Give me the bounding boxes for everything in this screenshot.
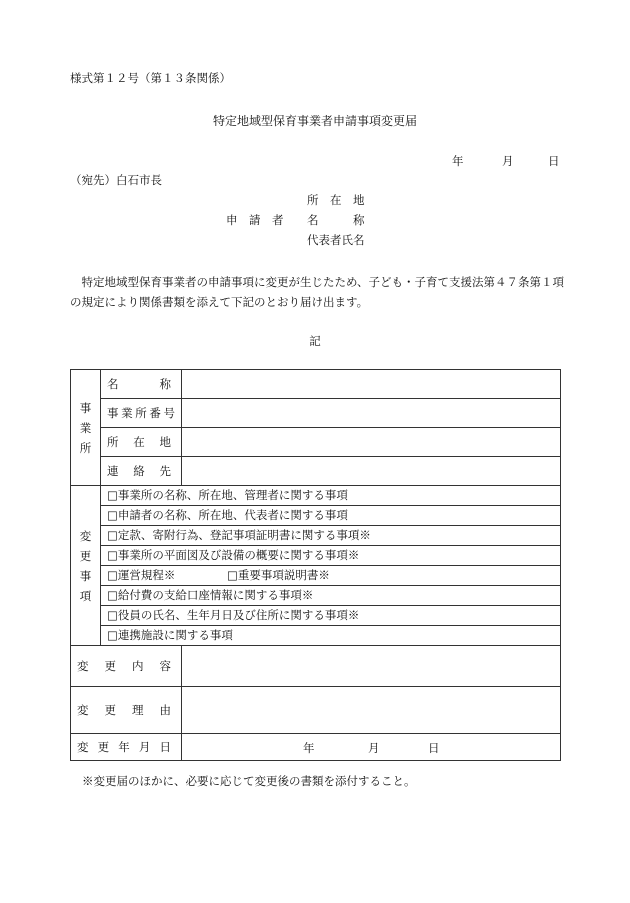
date-year: 年 [452,154,464,168]
change-date-label: 変 更 年 月 日 [71,734,182,761]
change-reason-label: 変 更 理 由 [71,687,182,734]
office-address-label: 所 在 地 [101,428,182,457]
office-contact-label: 連 絡 先 [101,457,182,486]
change-date-day: 日 [428,741,440,755]
change-reason-row [71,687,561,734]
change-item-checkbox[interactable]: □事業所の名称、所在地、管理者に関する事項 [101,486,561,506]
office-number-label: 事 業 所 番 号 [101,399,182,428]
change-content-row [71,646,561,687]
change-date-value[interactable] [182,734,561,761]
change-item-row [71,626,561,646]
date-day: 日 [548,154,560,168]
date-month: 月 [502,154,514,168]
office-row-contact [71,457,561,486]
change-reason-value[interactable] [182,687,561,734]
change-item-row [71,486,561,506]
change-item-row [71,506,561,526]
change-content-label: 変 更 内 容 [71,646,182,687]
office-row-name [71,370,561,399]
office-row-number [71,399,561,428]
change-item-row [71,606,561,626]
change-item-checkbox[interactable]: □連携施設に関する事項 [101,626,561,646]
applicant-label: 申 請 者 [226,213,284,227]
change-item-row [71,586,561,606]
change-item-checkbox[interactable]: □給付費の支給口座情報に関する事項※ [101,586,561,606]
office-contact-value[interactable] [182,457,561,486]
addressee: （宛先）白石市長 [70,173,162,187]
form-number: 様式第１２号（第１３条関係） [70,71,231,85]
change-date-year: 年 [303,741,315,755]
office-name-value[interactable] [182,370,561,399]
office-name-label: 名 称 [101,370,182,399]
office-number-value[interactable] [182,399,561,428]
change-content-value[interactable] [182,646,561,687]
ki-heading: 記 [309,334,321,348]
footnote: ※変更届のほかに、必要に応じて変更後の書類を添付すること。 [82,774,416,788]
change-item-checkbox[interactable]: □重要事項説明書※ [227,568,330,582]
change-item-checkbox[interactable]: □事業所の平面図及び設備の概要に関する事項※ [101,546,561,566]
change-item-checkbox[interactable]: □申請者の名称、所在地、代表者に関する事項 [101,506,561,526]
change-date-row [71,734,561,761]
change-item-row [71,526,561,546]
change-item-checkbox[interactable]: □定款、寄附行為、登記事項証明書に関する事項※ [101,526,561,546]
document-title: 特定地域型保育事業者申請事項変更届 [212,114,417,128]
change-date-month: 月 [368,741,380,755]
office-row-address [71,428,561,457]
applicant-representative-label: 代表者氏名 [307,233,365,247]
applicant-address-label: 所 在 地 [307,193,365,207]
body-paragraph: 特定地域型保育事業者の申請事項に変更が生じたため、子ども・子育て支援法第４７条第１項の規定により関係書類を添えて下記のとおり届け出ます。 [70,275,565,309]
change-form-table [70,369,561,761]
change-item-row [71,546,561,566]
change-item-checkbox[interactable]: □運営規程※ [107,568,176,582]
applicant-name-label: 名 称 [307,213,365,227]
office-address-value[interactable] [182,428,561,457]
change-item-checkbox[interactable]: □役員の氏名、生年月日及び住所に関する事項※ [101,606,561,626]
change-item-row [71,566,561,586]
office-group-label: 事 業 所 [71,370,101,486]
change-items-group-label: 変 更 事 項 [71,486,101,646]
